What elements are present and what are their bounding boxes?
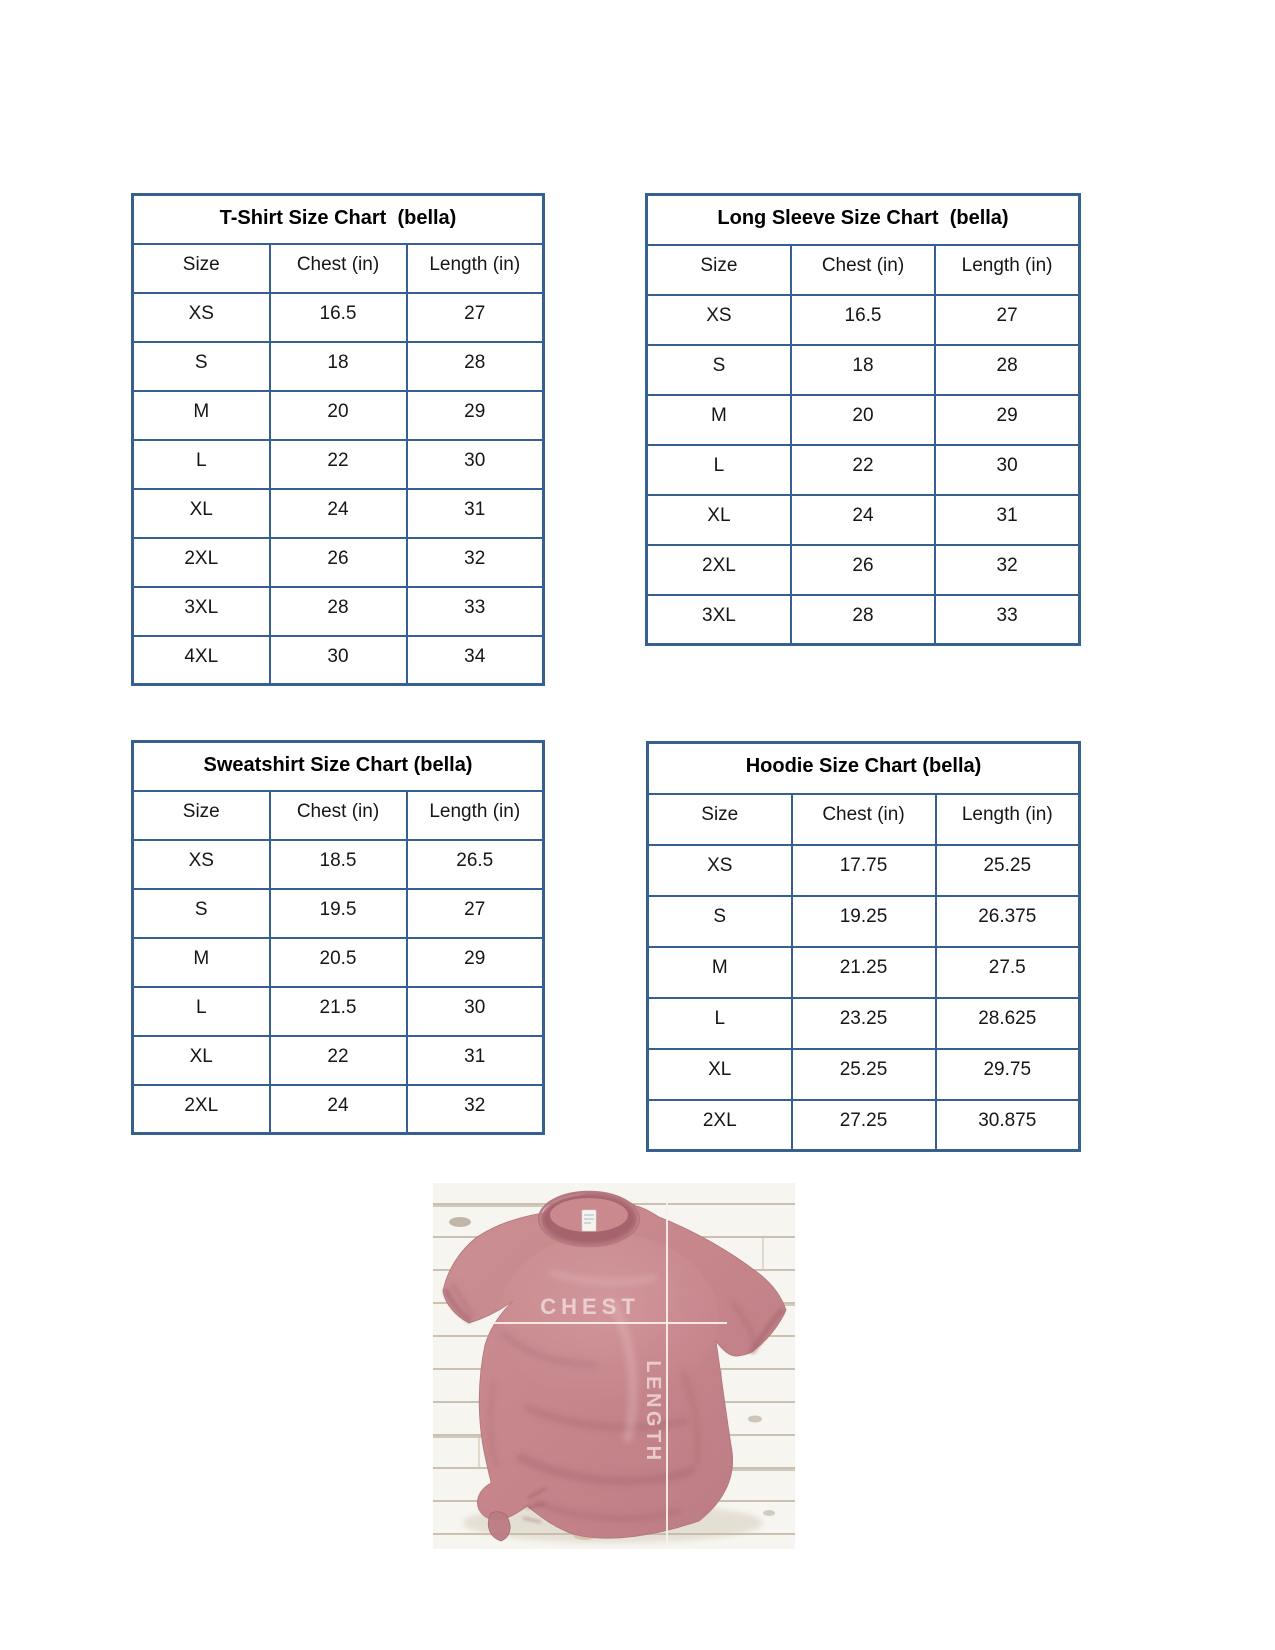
table-cell: 2XL	[133, 1085, 270, 1134]
table-cell: 30	[270, 636, 407, 685]
table-cell: 29	[935, 395, 1079, 445]
table-cell: 29	[407, 938, 544, 987]
table-title-row	[648, 743, 1080, 794]
table-cell: 3XL	[647, 595, 791, 645]
table-cell: 27.5	[936, 947, 1080, 998]
table-cell: L	[647, 445, 791, 495]
table-cell: 28	[407, 342, 544, 391]
tshirt-size-chart-table	[131, 193, 545, 686]
table-cell: S	[133, 889, 270, 938]
table-cell: M	[648, 947, 792, 998]
table-cell: 28.625	[936, 998, 1080, 1049]
table-row	[133, 587, 544, 636]
table-title-row	[133, 742, 544, 791]
table-cell: XL	[647, 495, 791, 545]
column-header: Size	[133, 244, 270, 293]
table-cell: 29	[407, 391, 544, 440]
table-row	[647, 495, 1080, 545]
table-cell: 25.25	[792, 1049, 936, 1100]
table-cell: M	[647, 395, 791, 445]
table-cell: L	[133, 987, 270, 1036]
table-row	[648, 1100, 1080, 1151]
table-header-row	[133, 244, 544, 293]
column-header: Chest (in)	[791, 245, 935, 295]
table-row	[647, 445, 1080, 495]
column-header: Chest (in)	[270, 244, 407, 293]
table-title-row	[647, 195, 1080, 245]
table-cell: 18	[791, 345, 935, 395]
table-cell: 26.375	[936, 896, 1080, 947]
table-title-row	[133, 195, 544, 244]
table-cell: S	[648, 896, 792, 947]
column-header: Length (in)	[935, 245, 1079, 295]
table-cell: 30	[935, 445, 1079, 495]
table-row	[647, 345, 1080, 395]
table-cell: 18	[270, 342, 407, 391]
table-cell: M	[133, 938, 270, 987]
table-cell: 26	[270, 538, 407, 587]
table-header-row	[133, 791, 544, 840]
table-cell: 30	[407, 440, 544, 489]
table-cell: XS	[647, 295, 791, 345]
column-header: Chest (in)	[270, 791, 407, 840]
table-cell: 26	[791, 545, 935, 595]
table-cell: 20.5	[270, 938, 407, 987]
table-cell: L	[648, 998, 792, 1049]
table-cell: 31	[935, 495, 1079, 545]
column-header: Size	[647, 245, 791, 295]
table-row	[133, 342, 544, 391]
table-cell: XS	[648, 845, 792, 896]
table-cell: 31	[407, 489, 544, 538]
table-cell: 25.25	[936, 845, 1080, 896]
table-cell: 2XL	[647, 545, 791, 595]
table-title: Sweatshirt Size Chart (bella)	[133, 742, 544, 791]
table-cell: 24	[791, 495, 935, 545]
table-cell: 19.25	[792, 896, 936, 947]
table-cell: 19.5	[270, 889, 407, 938]
table-row	[133, 889, 544, 938]
table-cell: 23.25	[792, 998, 936, 1049]
table-cell: L	[133, 440, 270, 489]
table-cell: 32	[407, 538, 544, 587]
column-header: Size	[648, 794, 792, 845]
table-cell: 29.75	[936, 1049, 1080, 1100]
table-cell: 22	[791, 445, 935, 495]
table-cell: XL	[133, 1036, 270, 1085]
table-cell: S	[133, 342, 270, 391]
table-title: Long Sleeve Size Chart (bella)	[647, 195, 1080, 245]
column-header: Size	[133, 791, 270, 840]
table-cell: 3XL	[133, 587, 270, 636]
table-cell: 20	[270, 391, 407, 440]
table-cell: 18.5	[270, 840, 407, 889]
table-cell: M	[133, 391, 270, 440]
chest-label: CHEST	[540, 1294, 640, 1319]
table-header-row	[647, 245, 1080, 295]
table-cell: 28	[270, 587, 407, 636]
table-row	[133, 938, 544, 987]
size-guide-photo	[433, 1183, 795, 1549]
table-row	[648, 1049, 1080, 1100]
table-cell: 33	[935, 595, 1079, 645]
table-cell: 31	[407, 1036, 544, 1085]
table-row	[648, 947, 1080, 998]
length-label: LENGTH	[642, 1360, 664, 1464]
hoodie-size-chart-table	[646, 741, 1081, 1152]
table-cell: 22	[270, 440, 407, 489]
size-guide-illustration	[433, 1183, 795, 1549]
table-row	[133, 840, 544, 889]
table-row	[133, 538, 544, 587]
wood-knot	[748, 1416, 762, 1423]
table-cell: 27	[407, 293, 544, 342]
table-cell: 20	[791, 395, 935, 445]
table-title: T-Shirt Size Chart (bella)	[133, 195, 544, 244]
table-row	[648, 998, 1080, 1049]
long-sleeve-size-chart-table	[645, 193, 1081, 646]
table-cell: 26.5	[407, 840, 544, 889]
table-row	[648, 845, 1080, 896]
table-row	[133, 636, 544, 685]
table-cell: XL	[648, 1049, 792, 1100]
table-cell: XS	[133, 293, 270, 342]
table-row	[133, 1036, 544, 1085]
table-cell: 32	[935, 545, 1079, 595]
table-cell: 28	[935, 345, 1079, 395]
table-cell: 27	[935, 295, 1079, 345]
table-cell: 2XL	[133, 538, 270, 587]
table-row	[648, 896, 1080, 947]
table-row	[133, 489, 544, 538]
collar-label	[582, 1210, 596, 1231]
table-row	[133, 440, 544, 489]
table-title: Hoodie Size Chart (bella)	[648, 743, 1080, 794]
table-cell: S	[647, 345, 791, 395]
table-row	[133, 1085, 544, 1134]
column-header: Chest (in)	[792, 794, 936, 845]
table-cell: XL	[133, 489, 270, 538]
table-header-row	[648, 794, 1080, 845]
column-header: Length (in)	[407, 244, 544, 293]
wood-knot	[763, 1510, 775, 1516]
table-cell: 17.75	[792, 845, 936, 896]
table-row	[647, 295, 1080, 345]
table-cell: 16.5	[270, 293, 407, 342]
table-cell: 4XL	[133, 636, 270, 685]
table-row	[647, 545, 1080, 595]
table-row	[133, 987, 544, 1036]
table-cell: 24	[270, 489, 407, 538]
table-cell: 27	[407, 889, 544, 938]
column-header: Length (in)	[407, 791, 544, 840]
table-cell: 33	[407, 587, 544, 636]
table-cell: 34	[407, 636, 544, 685]
collar	[539, 1192, 639, 1246]
table-cell: 21.5	[270, 987, 407, 1036]
table-cell: 2XL	[648, 1100, 792, 1151]
table-row	[647, 395, 1080, 445]
sweatshirt-size-chart-table	[131, 740, 545, 1135]
table-cell: 32	[407, 1085, 544, 1134]
table-row	[133, 293, 544, 342]
table-cell: 16.5	[791, 295, 935, 345]
table-cell: 27.25	[792, 1100, 936, 1151]
table-cell: 22	[270, 1036, 407, 1085]
table-cell: 24	[270, 1085, 407, 1134]
table-cell: 30	[407, 987, 544, 1036]
wood-knot	[449, 1217, 471, 1227]
column-header: Length (in)	[936, 794, 1080, 845]
table-row	[647, 595, 1080, 645]
table-cell: 28	[791, 595, 935, 645]
table-cell: 21.25	[792, 947, 936, 998]
table-cell: 30.875	[936, 1100, 1080, 1151]
table-cell: XS	[133, 840, 270, 889]
table-row	[133, 391, 544, 440]
